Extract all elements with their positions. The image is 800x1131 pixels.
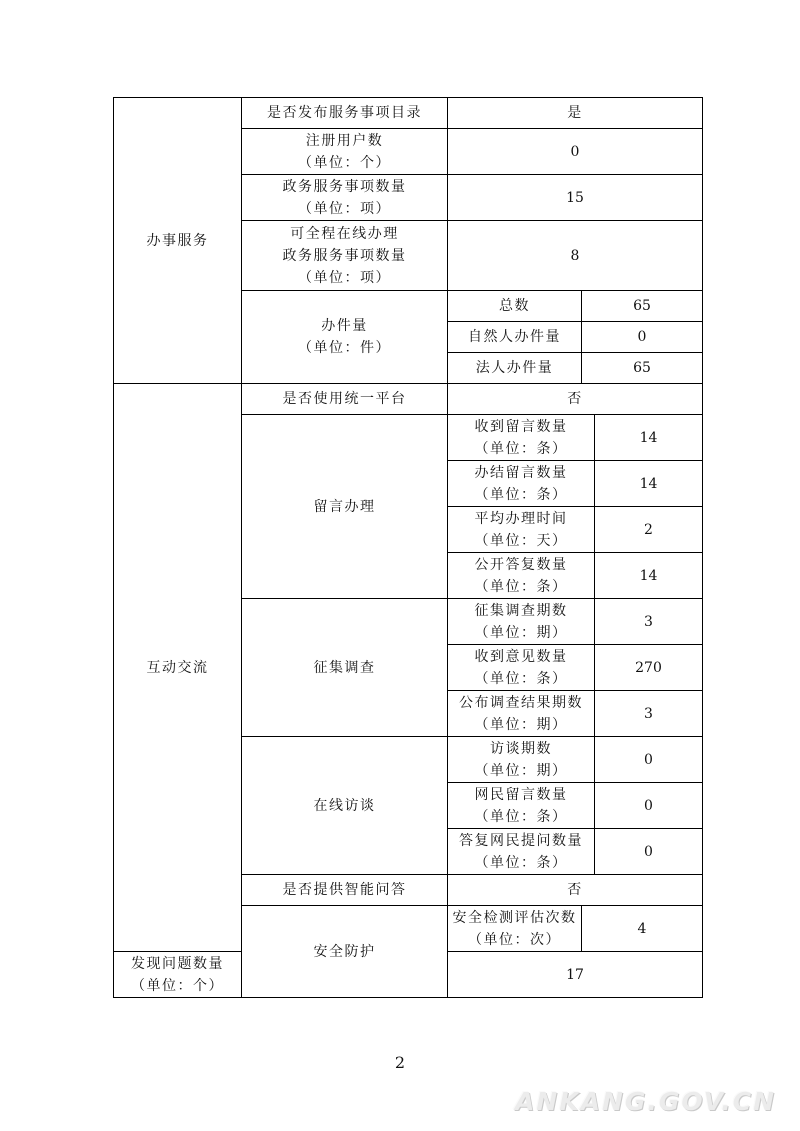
messages-label: 留言办理 [242, 415, 448, 599]
cases-legal-person-value: 65 [582, 353, 703, 384]
messages-closed-label: 办结留言数量 （单位：条） [448, 461, 595, 507]
statistics-table [113, 97, 703, 998]
publish-catalog-value: 是 [448, 98, 703, 129]
messages-avg-time-value: 2 [595, 507, 703, 553]
messages-public-reply-label: 公开答复数量 （单位：条） [448, 553, 595, 599]
survey-opinions-label: 收到意见数量 （单位：条） [448, 645, 595, 691]
survey-results-value: 3 [595, 691, 703, 737]
security-issues-label: 发现问题数量 （单位：个） [114, 952, 242, 998]
service-items-value: 15 [448, 175, 703, 221]
interview-label: 在线访谈 [242, 737, 448, 875]
survey-opinions-value: 270 [595, 645, 703, 691]
interview-periods-label: 访谈期数 （单位：期） [448, 737, 595, 783]
page-number: 2 [394, 1053, 406, 1072]
messages-public-reply-value: 14 [595, 553, 703, 599]
survey-periods-label: 征集调查期数 （单位：期） [448, 599, 595, 645]
online-items-value: 8 [448, 221, 703, 291]
security-issues-value: 17 [448, 952, 703, 998]
site-watermark: ANKANG.GOV.CN [514, 1087, 776, 1116]
smart-qa-label: 是否提供智能问答 [242, 875, 448, 906]
cases-label: 办件量 （单位：件） [242, 291, 448, 384]
interview-periods-value: 0 [595, 737, 703, 783]
cases-natural-person-value: 0 [582, 322, 703, 353]
section-security-title: 安全防护 [242, 906, 448, 998]
cases-total-value: 65 [582, 291, 703, 322]
survey-periods-value: 3 [595, 599, 703, 645]
security-checks-label: 安全检测评估次数 （单位：次） [448, 906, 582, 952]
online-items-label: 可全程在线办理 政务服务事项数量 （单位：项） [242, 221, 448, 291]
interview-replies-label: 答复网民提问数量 （单位：条） [448, 829, 595, 875]
section-service-title: 办事服务 [114, 98, 242, 384]
interview-replies-value: 0 [595, 829, 703, 875]
publish-catalog-label: 是否发布服务事项目录 [242, 98, 448, 129]
interview-netizen-messages-label: 网民留言数量 （单位：条） [448, 783, 595, 829]
security-checks-value: 4 [582, 906, 703, 952]
messages-closed-value: 14 [595, 461, 703, 507]
cases-natural-person-label: 自然人办件量 [448, 322, 582, 353]
registered-users-value: 0 [448, 129, 703, 175]
cases-total-label: 总数 [448, 291, 582, 322]
registered-users-label: 注册用户数 （单位：个） [242, 129, 448, 175]
messages-received-value: 14 [595, 415, 703, 461]
smart-qa-value: 否 [448, 875, 703, 906]
survey-label: 征集调查 [242, 599, 448, 737]
section-interaction-title: 互动交流 [114, 384, 242, 952]
interview-netizen-messages-value: 0 [595, 783, 703, 829]
unified-platform-value: 否 [448, 384, 703, 415]
messages-avg-time-label: 平均办理时间 （单位：天） [448, 507, 595, 553]
service-items-label: 政务服务事项数量 （单位：项） [242, 175, 448, 221]
messages-received-label: 收到留言数量 （单位：条） [448, 415, 595, 461]
unified-platform-label: 是否使用统一平台 [242, 384, 448, 415]
survey-results-label: 公布调查结果期数 （单位：期） [448, 691, 595, 737]
cases-legal-person-label: 法人办件量 [448, 353, 582, 384]
